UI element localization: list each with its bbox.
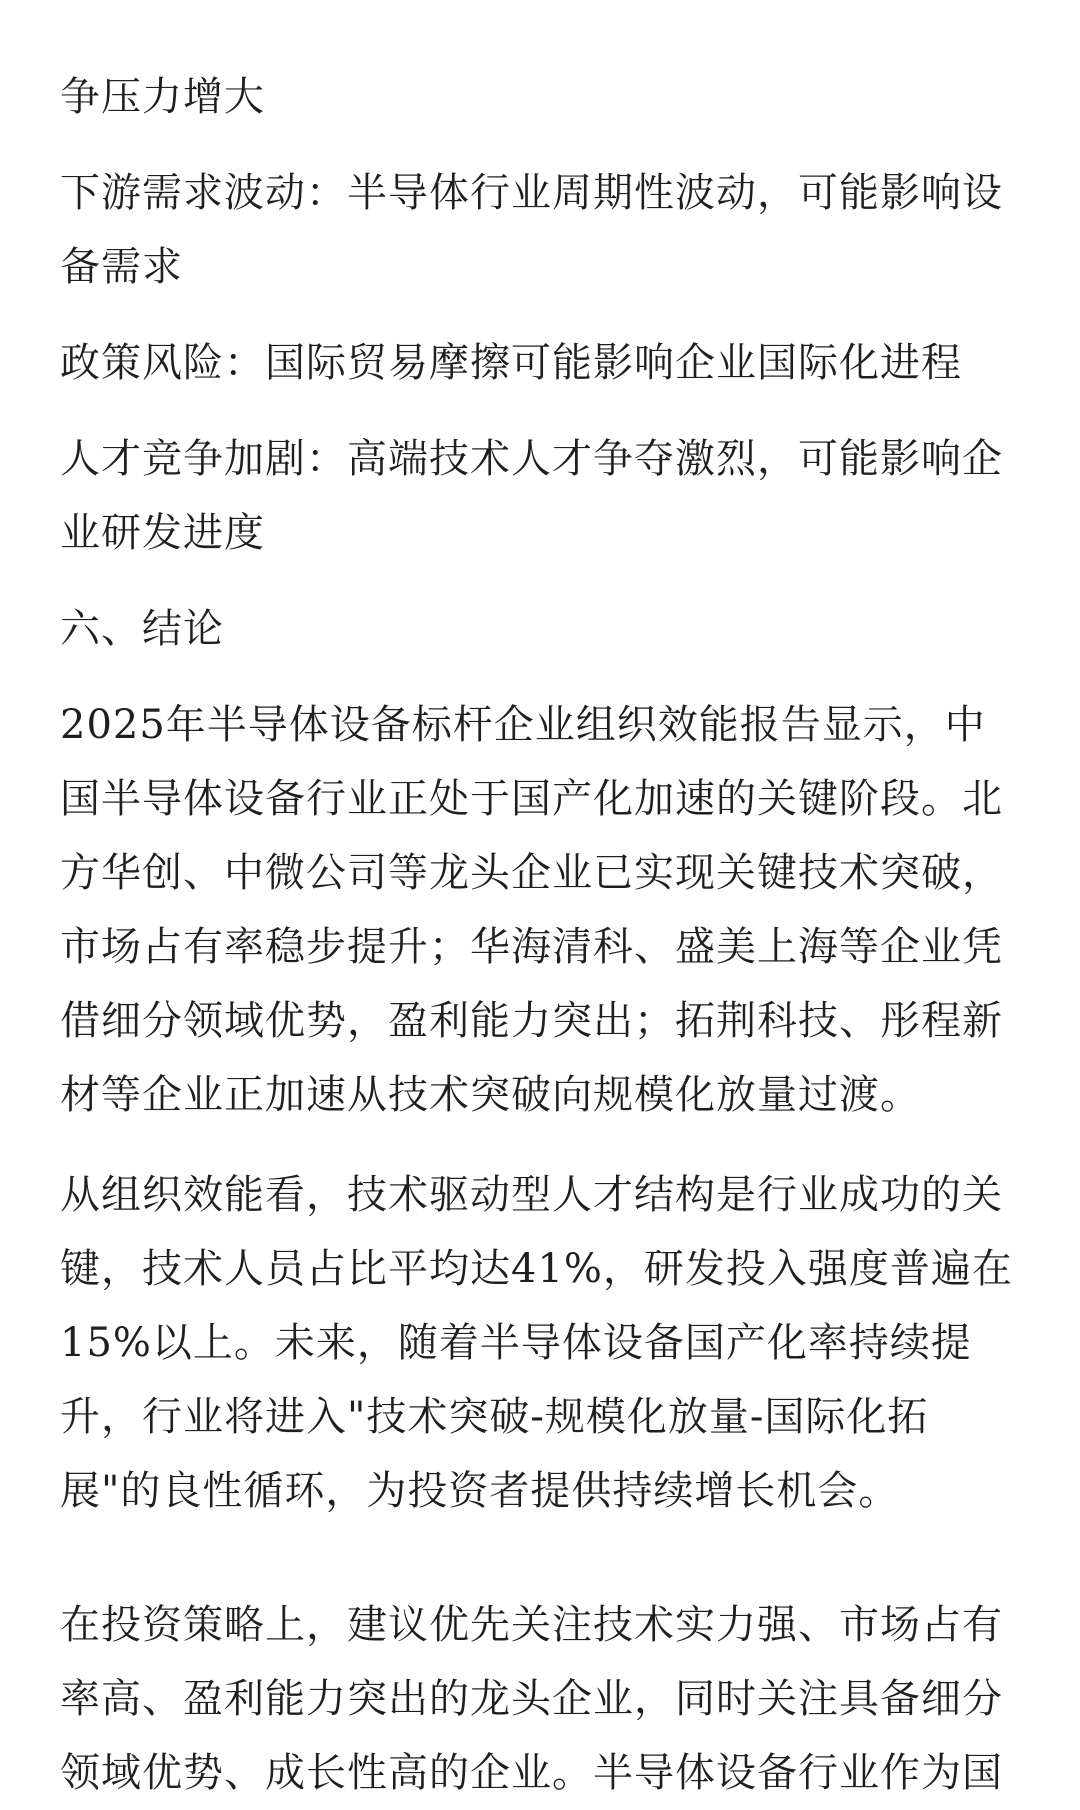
paragraph-policy-risk: 政策风险：国际贸易摩擦可能影响企业国际化进程 bbox=[60, 340, 962, 386]
paragraph-competition-pressure: 争压力增大 bbox=[60, 74, 265, 120]
section-heading-conclusion: 六、结论 bbox=[60, 606, 224, 652]
paragraph-investment-strategy: 在投资策略上，建议优先关注技术实力强、市场占有率高、盈利能力突出的龙头企业，同时关注具备细分领域优势、成长性高的企业。半导体设备行业作为国 bbox=[60, 1602, 1003, 1796]
article-body bbox=[60, 60, 1020, 1810]
paragraph-conclusion-summary: 2025年半导体设备标杆企业组织效能报告显示，中国半导体设备行业正处于国产化加速的关键阶段。北方华创、中微公司等龙头企业已实现关键技术突破，市场占有率稳步提升；华海清科、盛美上海等企业凭借细分领域优势，盈利能力突出；拓荆科技、彤程新材等企业正加速从技术突破向规模化放量过渡。 bbox=[60, 702, 1003, 1118]
paragraph-downstream-demand-risk: 下游需求波动：半导体行业周期性波动，可能影响设备需求 bbox=[60, 170, 1003, 290]
paragraph-talent-competition-risk: 人才竞争加剧：高端技术人才争夺激烈，可能影响企业研发进度 bbox=[60, 436, 1003, 556]
paragraph-organization-efficiency: 从组织效能看，技术驱动型人才结构是行业成功的关键，技术人员占比平均达41%，研发投入强度普遍在15%以上。未来，随着半导体设备国产化率持续提升，行业将进入"技术突破-规模化放量-国际化拓展"的良性循环，为投资者提供持续增长机会。 bbox=[60, 1172, 1013, 1514]
